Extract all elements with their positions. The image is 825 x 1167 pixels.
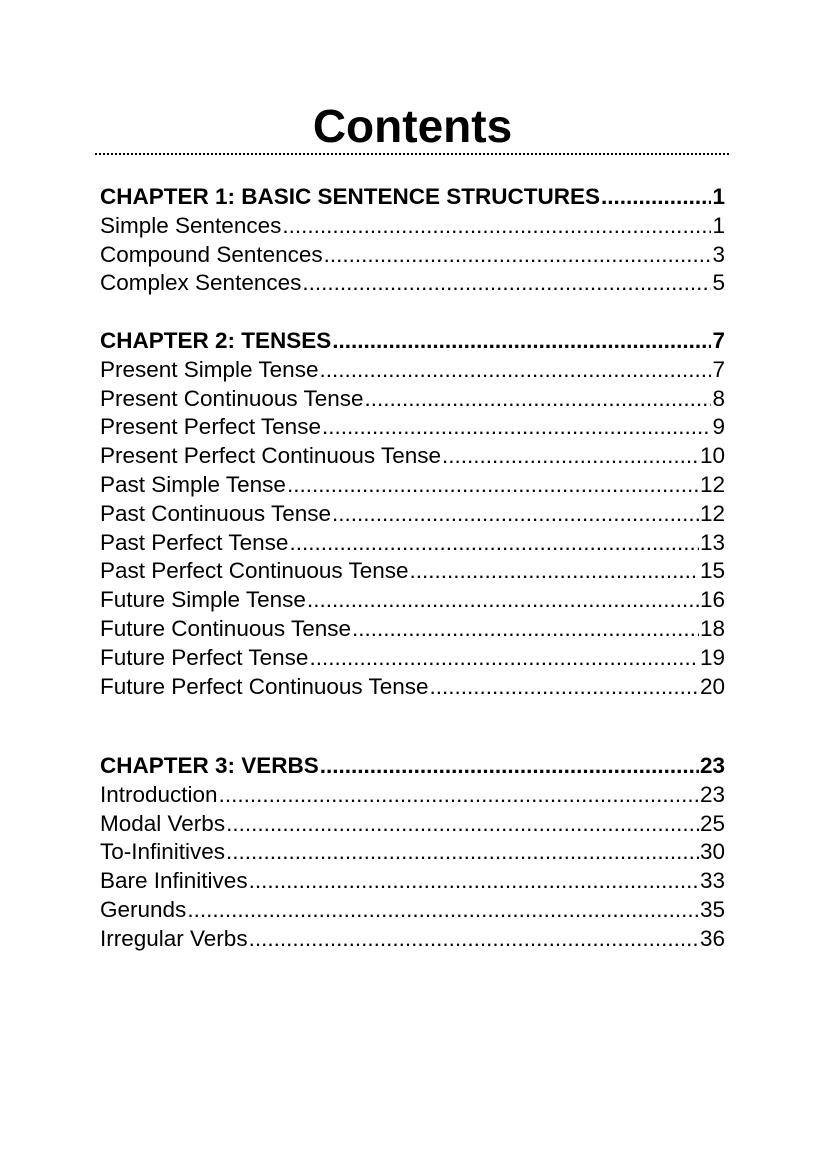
toc-entry[interactable] bbox=[100, 867, 725, 896]
toc-entry-label: Compound Sentences bbox=[100, 241, 323, 267]
toc-entry[interactable] bbox=[100, 529, 725, 558]
toc-page-number: 12 bbox=[699, 471, 725, 497]
toc-entry[interactable] bbox=[100, 557, 725, 586]
toc-entry[interactable] bbox=[100, 781, 725, 810]
toc-page-number: 25 bbox=[699, 810, 725, 836]
dot-leader bbox=[287, 471, 699, 500]
toc-page-number: 33 bbox=[699, 868, 725, 894]
toc-entry-label: Future Continuous Tense bbox=[100, 615, 351, 641]
toc-page-number: 20 bbox=[699, 673, 725, 699]
dot-leader bbox=[320, 752, 699, 781]
dot-leader bbox=[332, 327, 711, 356]
toc-entry-label: Future Perfect Continuous Tense bbox=[100, 673, 429, 699]
toc-entry-label: CHAPTER 2: TENSES bbox=[100, 328, 332, 353]
dot-leader bbox=[307, 586, 699, 615]
dot-leader bbox=[187, 896, 699, 925]
toc-page-number: 13 bbox=[699, 529, 725, 555]
dot-leader bbox=[365, 385, 712, 414]
toc-entry-label: Gerunds bbox=[100, 896, 187, 922]
toc-page-number: 8 bbox=[712, 385, 725, 411]
toc-entry[interactable] bbox=[100, 615, 725, 644]
toc-entry[interactable] bbox=[100, 925, 725, 954]
toc-page-number: 35 bbox=[699, 896, 725, 922]
toc-page-number: 23 bbox=[699, 781, 725, 807]
toc-entry-label: Present Perfect Continuous Tense bbox=[100, 443, 442, 469]
toc-page-number: 1 bbox=[712, 212, 725, 238]
toc-entry[interactable] bbox=[100, 269, 725, 298]
toc-entry-label: Bare Infinitives bbox=[100, 868, 248, 894]
toc-page-number: 9 bbox=[712, 414, 725, 440]
toc-section-chapter-2 bbox=[100, 327, 725, 701]
toc-entry-label: Past Simple Tense bbox=[100, 471, 286, 497]
page-title: Contents bbox=[312, 100, 513, 152]
toc-entry-label: Past Perfect Continuous Tense bbox=[100, 558, 409, 584]
toc-entry[interactable] bbox=[100, 241, 725, 270]
toc-page-number: 5 bbox=[712, 270, 725, 296]
toc-entry-label: Simple Sentences bbox=[100, 212, 282, 238]
toc-page-number: 7 bbox=[712, 328, 725, 353]
toc-entry-label: CHAPTER 1: BASIC SENTENCE STRUCTURES bbox=[100, 184, 601, 209]
toc-entry[interactable] bbox=[100, 385, 725, 414]
toc-page-number: 1 bbox=[712, 184, 725, 209]
dot-leader bbox=[430, 673, 699, 702]
dot-leader bbox=[282, 212, 711, 241]
toc-entry[interactable] bbox=[100, 356, 725, 385]
toc-entry-label: Irregular Verbs bbox=[100, 925, 248, 951]
toc-page-number: 36 bbox=[699, 925, 725, 951]
toc-page-number: 7 bbox=[712, 356, 725, 382]
toc-entry[interactable] bbox=[100, 586, 725, 615]
toc-entry-label: CHAPTER 3: VERBS bbox=[100, 753, 319, 778]
dot-leader bbox=[324, 241, 712, 270]
dot-leader bbox=[322, 413, 712, 442]
toc-chapter-entry[interactable] bbox=[100, 327, 725, 356]
toc-page-number: 19 bbox=[699, 644, 725, 670]
toc-entry[interactable] bbox=[100, 644, 725, 673]
toc-entry-label: Present Continuous Tense bbox=[100, 385, 364, 411]
toc-entry-label: Past Perfect Tense bbox=[100, 529, 289, 555]
toc-entry-label: Modal Verbs bbox=[100, 810, 226, 836]
dot-leader bbox=[442, 442, 699, 471]
toc-entry[interactable] bbox=[100, 896, 725, 925]
toc-entry[interactable] bbox=[100, 673, 725, 702]
toc-entry-label: Past Continuous Tense bbox=[100, 500, 331, 526]
dot-leader bbox=[249, 925, 699, 954]
toc-entry[interactable] bbox=[100, 838, 725, 867]
toc-page-number: 18 bbox=[699, 615, 725, 641]
dot-leader bbox=[309, 644, 699, 673]
toc-page-number: 16 bbox=[699, 587, 725, 613]
dot-leader bbox=[332, 500, 699, 529]
dot-leader bbox=[319, 356, 711, 385]
toc-entry-label: Future Perfect Tense bbox=[100, 644, 309, 670]
dot-leader bbox=[410, 557, 699, 586]
toc-entry-label: Present Perfect Tense bbox=[100, 414, 321, 440]
toc-entry-label: To-Infinitives bbox=[100, 839, 226, 865]
dot-leader bbox=[302, 269, 711, 298]
toc-entry-label: Present Simple Tense bbox=[100, 356, 319, 382]
toc-chapter-entry[interactable] bbox=[100, 752, 725, 781]
toc-section-chapter-3 bbox=[100, 752, 725, 954]
toc-entry[interactable] bbox=[100, 212, 725, 241]
toc-chapter-entry[interactable] bbox=[100, 183, 725, 212]
dot-leader bbox=[226, 810, 699, 839]
dot-leader bbox=[226, 838, 699, 867]
dot-leader bbox=[352, 615, 699, 644]
toc-entry[interactable] bbox=[100, 500, 725, 529]
toc-page-number: 30 bbox=[699, 839, 725, 865]
toc-page-number: 3 bbox=[712, 241, 725, 267]
toc-page-number: 10 bbox=[699, 443, 725, 469]
dot-leader bbox=[601, 183, 711, 212]
toc-entry-label: Introduction bbox=[100, 781, 218, 807]
dot-leader bbox=[249, 867, 699, 896]
toc-section-chapter-1 bbox=[100, 183, 725, 298]
toc-page-number: 15 bbox=[699, 558, 725, 584]
toc-entry-label: Future Simple Tense bbox=[100, 587, 306, 613]
toc-page-number: 23 bbox=[699, 753, 725, 778]
dot-leader bbox=[289, 529, 699, 558]
toc-entry[interactable] bbox=[100, 413, 725, 442]
toc-entry-label: Complex Sentences bbox=[100, 270, 302, 296]
dotted-divider bbox=[95, 153, 729, 155]
toc-entry[interactable] bbox=[100, 471, 725, 500]
toc-entry[interactable] bbox=[100, 442, 725, 471]
toc-entry[interactable] bbox=[100, 810, 725, 839]
toc-page-number: 12 bbox=[699, 500, 725, 526]
dot-leader bbox=[219, 781, 699, 810]
